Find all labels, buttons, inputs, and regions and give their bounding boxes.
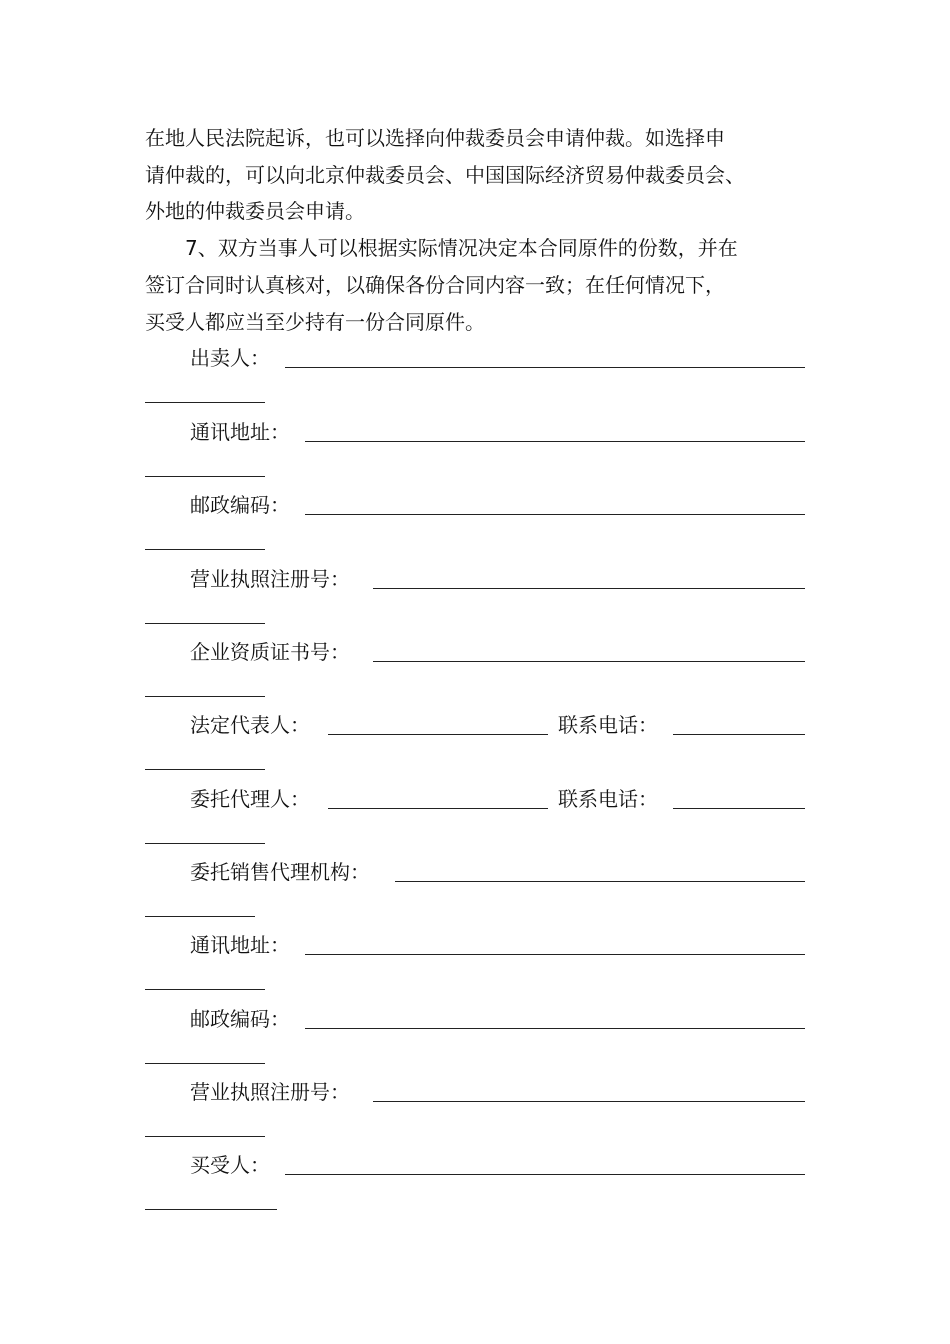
legal-rep-field <box>145 713 810 773</box>
seller-address-blank[interactable] <box>305 441 805 442</box>
legal-rep-label: 法定代表人： <box>190 713 310 737</box>
agency-postcode-label: 邮政编码： <box>190 1007 290 1031</box>
legal-rep-phone-label: 联系电话： <box>558 713 658 737</box>
seller-label: 出卖人： <box>190 346 270 370</box>
seller-address-label: 通讯地址： <box>190 420 290 444</box>
agent-label: 委托代理人： <box>190 787 310 811</box>
paragraph-line-5: 签订合同时认真核对，以确保各份合同内容一致；在任何情况下， <box>145 273 725 297</box>
agency-license-label: 营业执照注册号： <box>190 1080 350 1104</box>
paragraph-line-4: 7、双方当事人可以根据实际情况决定本合同原件的份数，并在 <box>145 236 738 260</box>
seller-license-field <box>145 567 810 627</box>
agent-blank[interactable] <box>328 808 548 809</box>
agency-address-blank-continued[interactable] <box>145 989 265 990</box>
buyer-field <box>145 1153 810 1213</box>
sales-agency-label: 委托销售代理机构： <box>190 860 370 884</box>
legal-rep-phone-blank[interactable] <box>673 734 805 735</box>
qualification-cert-field <box>145 640 810 700</box>
seller-field <box>145 346 810 406</box>
agency-postcode-blank-continued[interactable] <box>145 1063 265 1064</box>
agency-address-label: 通讯地址： <box>190 933 290 957</box>
agent-field <box>145 787 810 847</box>
seller-license-blank[interactable] <box>373 588 805 589</box>
seller-license-label: 营业执照注册号： <box>190 567 350 591</box>
agent-phone-blank[interactable] <box>673 808 805 809</box>
seller-postcode-blank-continued[interactable] <box>145 549 265 550</box>
sales-agency-field <box>145 860 810 920</box>
agency-license-field <box>145 1080 810 1140</box>
seller-blank-continued[interactable] <box>145 402 265 403</box>
agency-address-field <box>145 933 810 993</box>
legal-rep-blank[interactable] <box>328 734 548 735</box>
paragraph-line-2: 请仲裁的，可以向北京仲裁委员会、中国国际经济贸易仲裁委员会、 <box>145 163 745 187</box>
qualification-cert-blank-continued[interactable] <box>145 696 265 697</box>
legal-rep-phone-blank-continued[interactable] <box>145 769 265 770</box>
agency-license-blank[interactable] <box>373 1101 805 1102</box>
buyer-blank-continued[interactable] <box>145 1209 277 1210</box>
paragraph-line-1: 在地人民法院起诉，也可以选择向仲裁委员会申请仲裁。如选择申 <box>145 126 725 150</box>
seller-postcode-field <box>145 493 810 553</box>
seller-postcode-label: 邮政编码： <box>190 493 290 517</box>
agent-phone-blank-continued[interactable] <box>145 843 265 844</box>
agency-license-blank-continued[interactable] <box>145 1136 265 1137</box>
agency-postcode-blank[interactable] <box>305 1028 805 1029</box>
buyer-blank[interactable] <box>285 1174 805 1175</box>
sales-agency-blank-continued[interactable] <box>145 916 255 917</box>
seller-blank[interactable] <box>285 367 805 368</box>
seller-address-blank-continued[interactable] <box>145 476 265 477</box>
seller-postcode-blank[interactable] <box>305 514 805 515</box>
sales-agency-blank[interactable] <box>395 881 805 882</box>
agency-address-blank[interactable] <box>305 954 805 955</box>
paragraph-line-6: 买受人都应当至少持有一份合同原件。 <box>145 310 485 334</box>
paragraph-line-3: 外地的仲裁委员会申请。 <box>145 199 365 223</box>
seller-license-blank-continued[interactable] <box>145 623 265 624</box>
agency-postcode-field <box>145 1007 810 1067</box>
agent-phone-label: 联系电话： <box>558 787 658 811</box>
buyer-label: 买受人： <box>190 1153 270 1177</box>
seller-address-field <box>145 420 810 480</box>
qualification-cert-blank[interactable] <box>373 661 805 662</box>
qualification-cert-label: 企业资质证书号： <box>190 640 350 664</box>
